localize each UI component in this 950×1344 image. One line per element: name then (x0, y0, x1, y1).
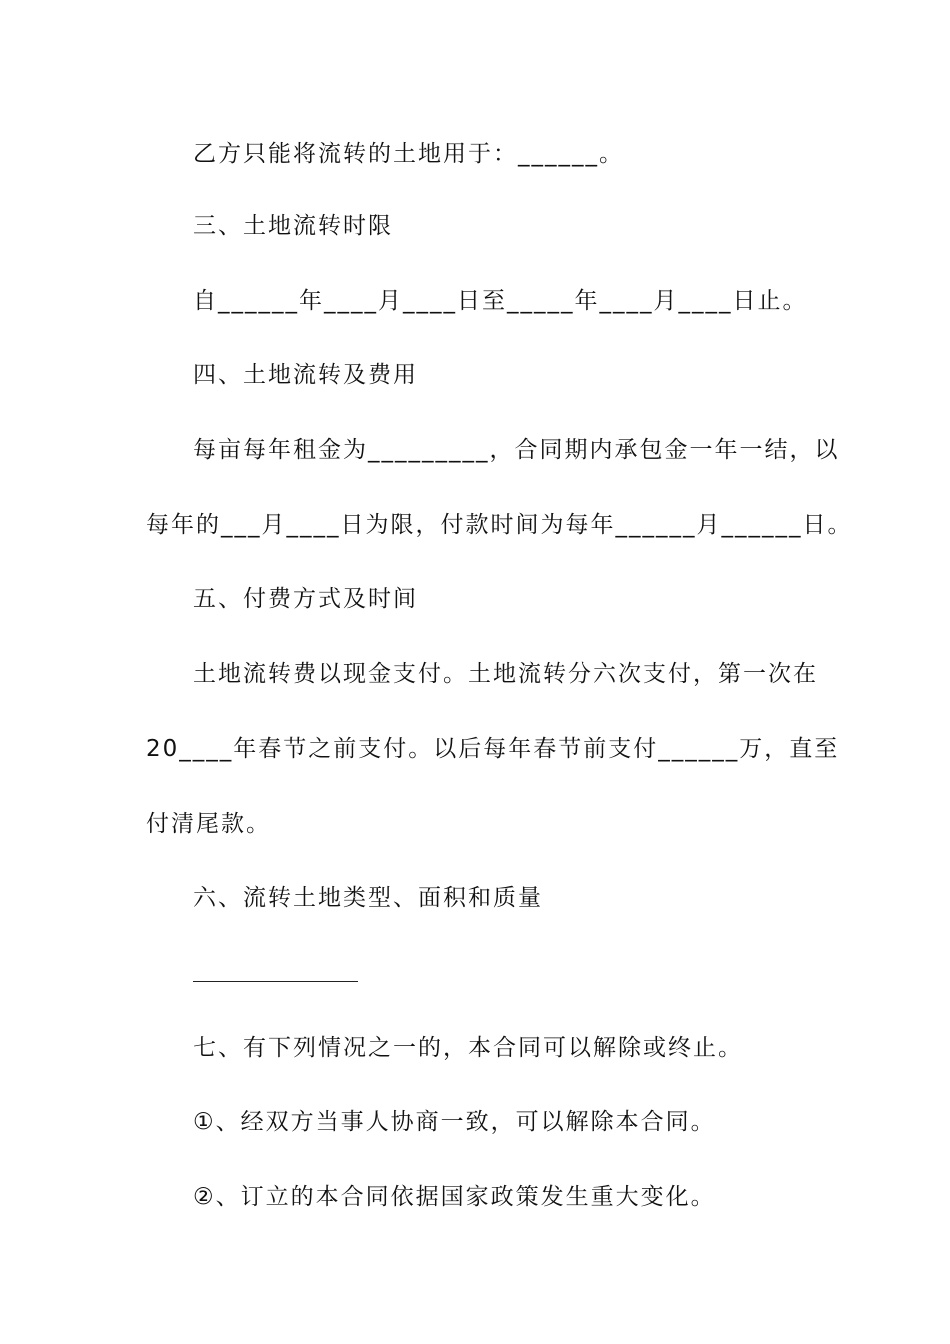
payment-clause-line-1: 土地流转费以现金支付。土地流转分六次支付，第一次在 (193, 661, 818, 687)
termination-item-2: ②、订立的本合同依据国家政策发生重大变化。 (193, 1184, 716, 1210)
termination-item-1: ①、经双方当事人协商一致，可以解除本合同。 (193, 1109, 716, 1135)
usage-clause: 乙方只能将流转的土地用于：______。 (193, 141, 624, 167)
section-5-heading: 五、付费方式及时间 (193, 586, 418, 612)
section-4-heading: 四、土地流转及费用 (193, 362, 418, 388)
payment-clause-line-3: 付清尾款。 (146, 811, 271, 837)
section-3-heading: 三、土地流转时限 (193, 213, 393, 239)
blank-fill-line (193, 981, 358, 982)
payment-clause-line-2: 20____年春节之前支付。以后每年春节前支付______万，直至 (146, 736, 840, 762)
rent-clause-line-2: 每年的___月____日为限，付款时间为每年______月______日。 (146, 512, 853, 538)
section-6-heading: 六、流转土地类型、面积和质量 (193, 885, 543, 911)
rent-clause-line-1: 每亩每年租金为_________，合同期内承包金一年一结，以 (193, 437, 840, 463)
term-period-line: 自______年____月____日至_____年____月____日止。 (193, 288, 808, 314)
section-7-heading: 七、有下列情况之一的，本合同可以解除或终止。 (193, 1035, 743, 1061)
